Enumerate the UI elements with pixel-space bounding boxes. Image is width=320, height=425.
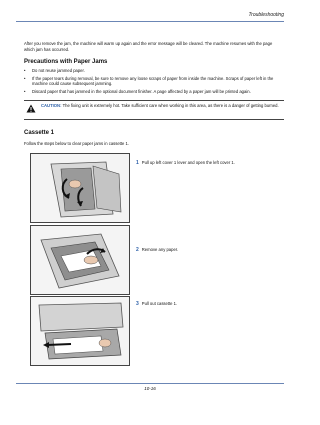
list-item: • Discard paper that has jammed in the optional document finisher. A page affected by a paper jam will be printed again. xyxy=(24,89,280,95)
footer-rule xyxy=(16,383,284,384)
warning-icon xyxy=(26,104,36,113)
caution-rule-top xyxy=(24,100,284,101)
precautions-list xyxy=(24,68,280,96)
header-rule xyxy=(16,21,284,22)
step-number: 3 xyxy=(136,301,139,307)
step-text: Remove any paper. xyxy=(141,247,179,252)
step-text: Pull out cassette 1. xyxy=(141,301,178,306)
caution-body: The fixing unit is extremely hot. Take sufficient care when working in this area, as there is a danger of getting burned. xyxy=(61,103,279,108)
header-title: Troubleshooting xyxy=(248,12,284,18)
figure-pull-out-cassette xyxy=(30,296,130,366)
cassette-heading: Cassette 1 xyxy=(24,130,55,136)
caution-rule-bottom xyxy=(24,119,284,120)
caution-label: CAUTION: xyxy=(41,103,62,108)
precautions-heading: Precautions with Paper Jams xyxy=(24,59,108,65)
step-3 xyxy=(136,301,286,307)
step-1 xyxy=(136,160,286,166)
list-item: • Do not reuse jammed paper. xyxy=(24,68,280,74)
step-number: 2 xyxy=(136,247,139,253)
caution-text xyxy=(41,103,279,108)
remove-paper-illustration xyxy=(31,226,129,294)
cassette-intro: Follow the steps below to clear paper jams in cassette 1. xyxy=(24,141,129,146)
printer-left-cover-illustration xyxy=(31,154,129,222)
intro-paragraph: After you remove the jam, the machine will warm up again and the error message will be cleared. The machine resumes with the page which jam has occurred. xyxy=(24,41,273,52)
step-text: Pull up left cover 1 lever and open the left cover 1. xyxy=(141,160,235,165)
step-2 xyxy=(136,247,286,253)
list-item: • If the paper tears during removal, be sure to remove any loose scraps of paper from inside the machine. Scraps of paper left in the machine could cause subsequent jamming. xyxy=(24,76,280,87)
pull-out-cassette-illustration xyxy=(31,297,129,365)
page-number: 10-16 xyxy=(144,386,156,391)
figure-open-left-cover xyxy=(30,153,130,223)
figure-remove-paper xyxy=(30,225,130,295)
step-number: 1 xyxy=(136,160,139,166)
